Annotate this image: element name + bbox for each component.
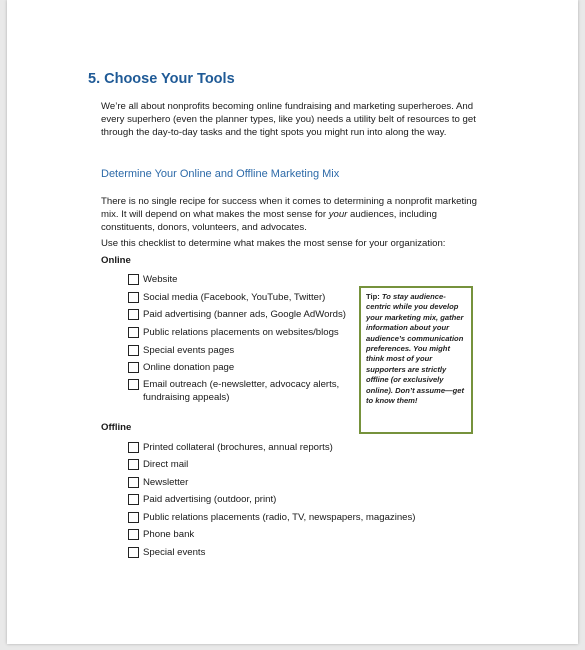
checkbox[interactable] [128, 477, 139, 488]
mix-paragraph-emphasis: your [328, 209, 348, 220]
offline-item [128, 528, 194, 541]
online-label: Online [101, 255, 131, 266]
checkbox[interactable] [128, 309, 139, 320]
offline-item [128, 493, 276, 506]
intro-paragraph: We’re all about nonprofits becoming online fundraising and marketing superheroes. And every superhero (even the planner types, like you) needs a utility belt of resources to get through the day-to-day tasks and the tight spots you might run into along the way. [101, 101, 476, 138]
mix-paragraph [101, 195, 481, 234]
offline-item-label: Special events [143, 547, 206, 558]
tip-label: Tip: [366, 292, 380, 301]
online-item [128, 273, 177, 286]
online-item-label: Social media (Facebook, YouTube, Twitter) [143, 292, 326, 303]
checkbox[interactable] [128, 379, 139, 390]
offline-item-label: Phone bank [143, 529, 195, 540]
document-page [7, 0, 578, 644]
online-item-label: Special events pages [143, 345, 235, 356]
checkbox[interactable] [128, 345, 139, 356]
online-item [128, 291, 325, 304]
checkbox[interactable] [128, 274, 139, 285]
offline-item [128, 546, 205, 559]
online-item-label: Public relations placements on websites/blogs [143, 327, 339, 338]
mix-paragraph-end: audiences, including constituents, donors, volunteers, and advocates. [101, 209, 437, 233]
checkbox[interactable] [128, 512, 139, 523]
tip-text: To stay audience-centric while you develop your marketing mix, gather information about your audience’s communication preferences. You might think most of your supporters are strictly offline (or exclusively online). Don’t assume—get to know them! [366, 292, 465, 406]
checklist-intro: Use this checklist to determine what makes the most sense for your organization: [101, 238, 446, 249]
online-item-label: Online donation page [143, 362, 235, 373]
online-item [128, 308, 346, 321]
checkbox[interactable] [128, 494, 139, 505]
offline-item-label: Public relations placements (radio, TV, newspapers, magazines) [143, 512, 416, 523]
mix-paragraph-start: There is no single recipe for success when it comes to determining a nonprofit marketing mix. It will depend on what makes the most sense for [101, 196, 477, 220]
offline-item [128, 458, 188, 471]
checkbox[interactable] [128, 529, 139, 540]
section-title: 5. Choose Your Tools [88, 71, 235, 87]
offline-item-label: Paid advertising (outdoor, print) [143, 494, 277, 505]
offline-item [128, 511, 416, 524]
subsection-title: Determine Your Online and Offline Marketing Mix [101, 168, 340, 180]
online-item [128, 344, 234, 357]
offline-item-label: Printed collateral (brochures, annual reports) [143, 442, 333, 453]
offline-item [128, 476, 188, 489]
online-item [128, 326, 339, 339]
offline-item-label: Newsletter [143, 477, 189, 488]
online-item-label: Email outreach (e-newsletter, advocacy alerts, fundraising appeals) [143, 379, 340, 403]
offline-item [128, 441, 333, 454]
offline-label: Offline [101, 422, 132, 433]
online-item [128, 361, 234, 374]
checkbox[interactable] [128, 547, 139, 558]
offline-item-label: Direct mail [143, 459, 189, 470]
checkbox[interactable] [128, 327, 139, 338]
tip-box [359, 286, 473, 434]
checkbox[interactable] [128, 442, 139, 453]
online-item [128, 378, 365, 404]
checkbox[interactable] [128, 362, 139, 373]
online-item-label: Website [143, 274, 178, 285]
checkbox[interactable] [128, 459, 139, 470]
checkbox[interactable] [128, 292, 139, 303]
online-item-label: Paid advertising (banner ads, Google AdWords) [143, 309, 347, 320]
